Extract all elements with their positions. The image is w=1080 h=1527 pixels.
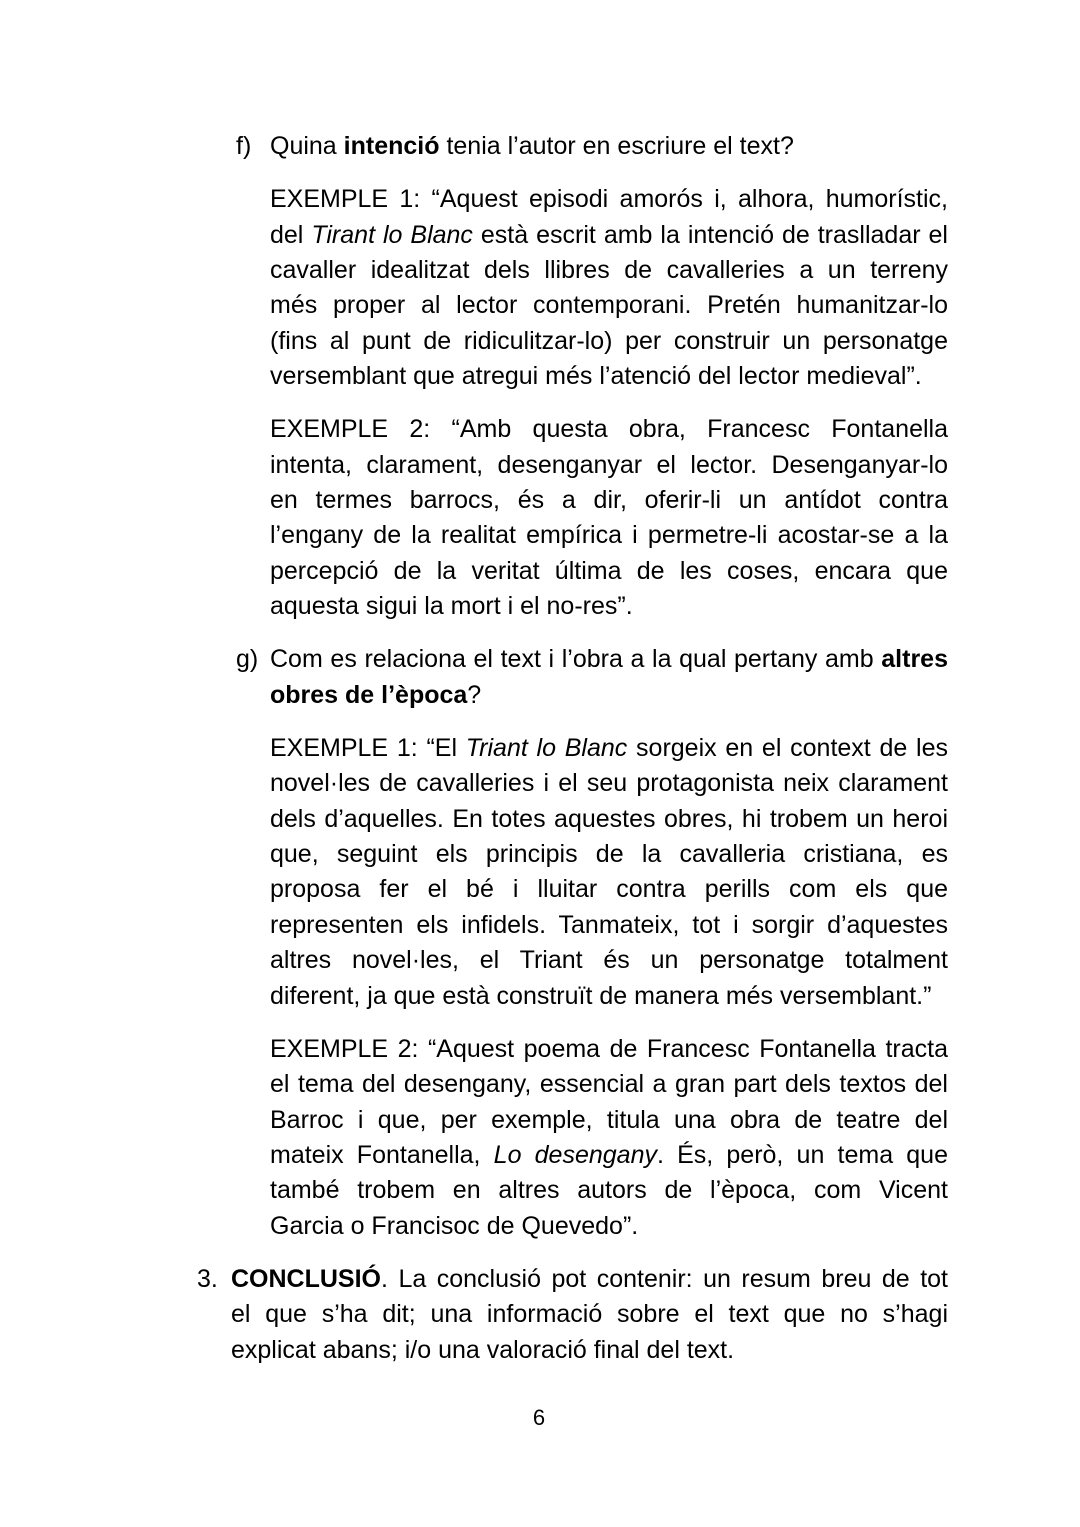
work-title: Tirant lo Blanc — [311, 220, 473, 249]
text-segment: ? — [467, 680, 482, 709]
text-segment: Quina — [270, 132, 344, 160]
bold-keyword: intenció — [343, 132, 440, 160]
text-line: altres novel·les, el Triant és un personatge totalment — [270, 946, 948, 975]
item-g-body — [270, 642, 948, 1244]
text-line: cavaller idealitzat dels llibres de cavalleries a un terreny — [270, 255, 948, 284]
item-f — [0, 129, 1080, 625]
item-f-body — [270, 129, 948, 625]
text-line: EXEMPLE 2: “Aquest poema de Francesc Fontanella tracta — [270, 1034, 948, 1063]
text-segment: . És, però, un tema que — [656, 1141, 948, 1169]
text-segment: Com es relaciona el text i l’obra a la qual pertany amb — [270, 645, 882, 674]
text-line: el que s’ha dit; una informació sobre el text que no s’hagi — [231, 1300, 948, 1329]
text-line: versemblant que atregui més l’atenció del lector medieval”. — [270, 362, 922, 391]
text-segment: sorgeix en el context de les — [627, 733, 948, 762]
item-g-example-1 — [270, 731, 948, 1014]
item-conclusion-body — [231, 1262, 948, 1368]
text-line — [270, 642, 948, 677]
conclusion-paragraph — [231, 1262, 948, 1368]
text-line: EXEMPLE 2: “Amb questa obra, Francesc Fontanella — [270, 415, 948, 444]
item-g-example-2 — [270, 1032, 948, 1244]
text-line: l’engany de la realitat empírica i permetre-li acostar-se a la — [270, 521, 948, 550]
text-line: explicat abans; i/o una valoració final del text. — [231, 1335, 735, 1364]
bold-keyword: obres de l’època — [270, 680, 468, 709]
text-line: dels d’aquelles. En totes aquestes obres, hi trobem un heroi — [270, 804, 948, 833]
text-line: percepció de la veritat última de les coses, encara que — [270, 556, 948, 585]
bold-keyword: altres — [881, 645, 948, 674]
item-f-example-2 — [270, 412, 948, 624]
item-g-question — [270, 642, 948, 713]
text-segment: tenia l’autor en escriure el text? — [439, 132, 794, 160]
text-line: EXEMPLE 1: “Aquest episodi amorós i, alhora, humorístic, — [270, 185, 948, 214]
text-line: aquesta sigui la mort i el no-res”. — [270, 592, 633, 621]
text-line — [270, 218, 948, 253]
text-line — [270, 731, 948, 766]
text-segment: mateix Fontanella, — [270, 1141, 494, 1169]
text-segment: està escrit amb la intenció de traslladar el — [472, 220, 948, 249]
section-heading: CONCLUSIÓ — [231, 1264, 381, 1293]
text-line: Barroc i que, per exemple, titula una obra de teatre del — [270, 1105, 948, 1134]
text-line: proposa fer el bé i lluitar contra perills com els que — [270, 875, 948, 904]
text-line — [270, 1138, 948, 1173]
text-line: també trobem en altres autors de l’època, com Vicent — [270, 1176, 948, 1205]
work-title: Triant lo Blanc — [465, 733, 628, 762]
page-content — [0, 129, 1080, 1386]
text-line — [231, 1262, 948, 1297]
text-segment: del — [270, 220, 312, 249]
text-line: novel·les de cavalleries i el seu protagonista neix clarament — [270, 769, 948, 798]
text-line — [270, 678, 948, 713]
text-line: (fins al punt de ridiculitzar-lo) per construir un personatge — [270, 326, 948, 355]
item-f-example-1 — [270, 182, 948, 394]
item-conclusion — [0, 1262, 1080, 1368]
list-marker: f) — [236, 132, 252, 160]
text-line: diferent, ja que està construït de manera més versemblant.” — [270, 981, 932, 1010]
page-number: 6 — [532, 1405, 546, 1430]
text-segment: EXEMPLE 1: “El — [270, 733, 466, 762]
text-line: representen els infidels. Tanmateix, tot i sorgir d’aquestes — [270, 910, 948, 939]
text-line — [270, 129, 948, 164]
text-line: que, seguint els principis de la cavalleria cristiana, es — [270, 840, 948, 869]
text-line: el tema del desengany, essencial a gran part dels textos del — [270, 1070, 948, 1099]
text-line: en termes barrocs, és a dir, oferir-li un antídot contra — [270, 486, 948, 515]
item-f-question — [270, 129, 948, 164]
work-title: Lo desengany — [493, 1141, 657, 1169]
list-marker: 3. — [197, 1264, 218, 1293]
text-line: Garcia o Francisoc de Quevedo”. — [270, 1211, 639, 1240]
list-marker: g) — [236, 645, 259, 674]
text-segment: . La conclusió pot contenir: un resum breu de tot — [381, 1264, 948, 1293]
text-line: intenta, clarament, desenganyar el lector. Desenganyar-lo — [270, 450, 948, 479]
text-line: més proper al lector contemporani. Pretén humanitzar-lo — [270, 291, 948, 320]
item-g — [0, 642, 1080, 1244]
